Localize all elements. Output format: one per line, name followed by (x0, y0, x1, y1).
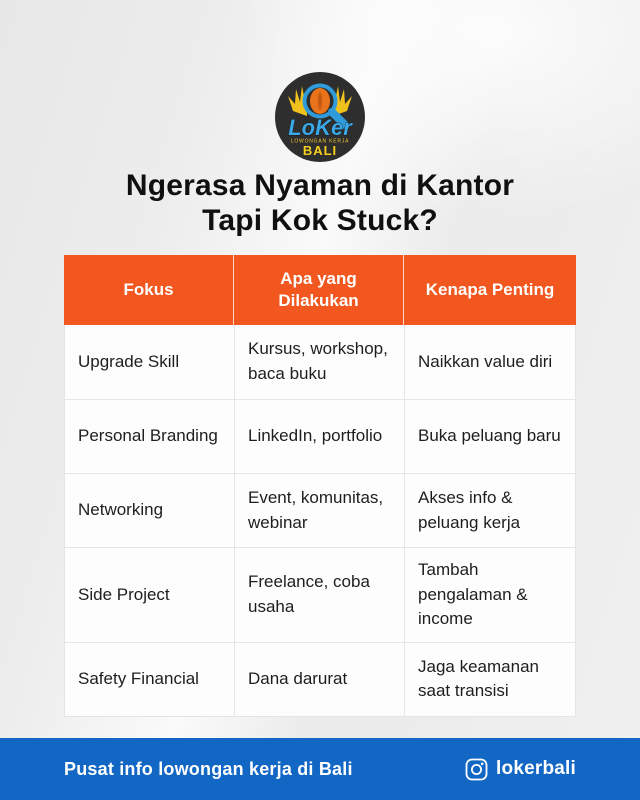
cell-fokus: Safety Financial (65, 642, 234, 716)
header-kenapa-penting: Kenapa Penting (403, 255, 576, 325)
instagram-handle-text: lokerbali (496, 758, 576, 779)
cell-aksi: Kursus, workshop, baca buku (234, 325, 404, 399)
cell-aksi: LinkedIn, portfolio (234, 399, 404, 473)
instagram-icon (465, 758, 488, 781)
header-apa-yang-dilakukan: Apa yang Dilakukan (233, 255, 403, 325)
career-focus-table (64, 255, 576, 717)
table-body (64, 325, 576, 717)
table-row (65, 473, 575, 547)
cell-alasan: Naikkan value diri (404, 325, 577, 399)
cell-alasan: Tambah pengalaman & income (404, 547, 577, 642)
header-fokus: Fokus (123, 279, 174, 299)
title-line-1: Ngerasa Nyaman di Kantor (125, 169, 515, 202)
cell-alasan: Buka peluang baru (404, 399, 577, 473)
table-row (65, 399, 575, 473)
cell-alasan: Jaga keamanan saat transisi (404, 642, 577, 716)
logo-region-text: BALI (302, 143, 338, 158)
cell-fokus: Side Project (65, 547, 234, 642)
footer-tagline: Pusat info lowongan kerja di Bali (64, 758, 353, 779)
table-row (65, 547, 575, 642)
logo-tagline-text: LOWONGAN KERJA (290, 138, 350, 145)
cell-fokus: Upgrade Skill (78, 351, 180, 371)
instagram-handle (465, 758, 576, 781)
loker-bali-logo (274, 71, 366, 163)
cell-aksi: Event, komunitas, webinar (234, 473, 404, 547)
table-row (65, 642, 575, 716)
cell-fokus: Personal Branding (65, 399, 234, 473)
table-row (65, 325, 575, 399)
table-header-row (64, 255, 576, 325)
cell-alasan: Akses info & peluang kerja (404, 473, 577, 547)
title-line-2: Tapi Kok Stuck? (202, 204, 438, 238)
footer-bar (0, 738, 640, 800)
logo-brand-text: LoKer (288, 115, 352, 140)
cell-aksi: Freelance, coba usaha (234, 547, 404, 642)
cell-aksi: Dana darurat (234, 642, 404, 716)
logo-graphic (274, 71, 366, 163)
cell-fokus: Networking (65, 473, 234, 547)
page-title (0, 168, 640, 238)
